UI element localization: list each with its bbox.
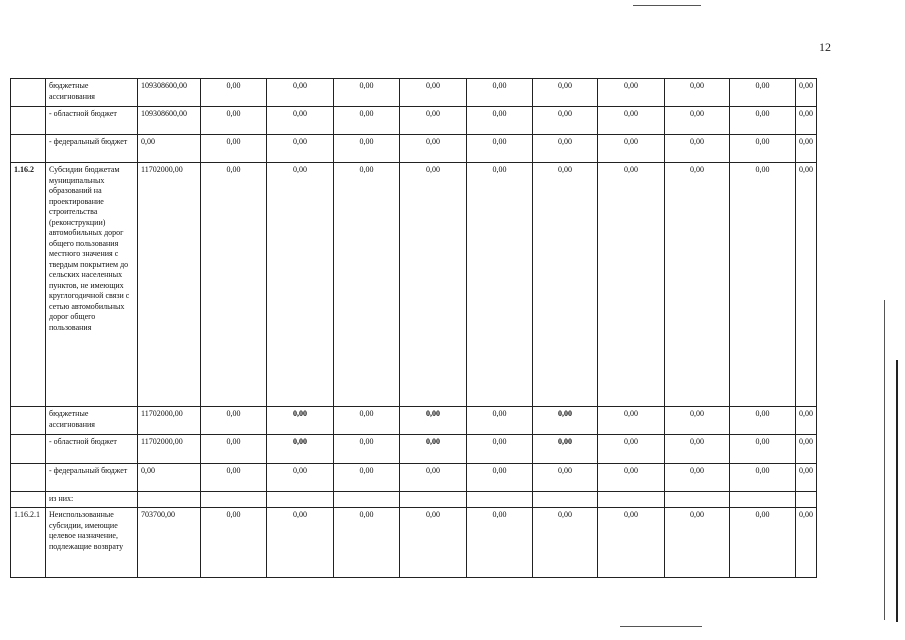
value-cell: 0,00 [730,435,796,464]
row-description: - областной бюджет [46,435,138,464]
row-description: из них: [46,492,138,508]
row-code [11,435,46,464]
value-cell: 0,00 [665,135,730,163]
value-cell: 0,00 [467,435,533,464]
row-total [138,492,201,508]
value-cell [533,492,598,508]
row-code [11,107,46,135]
value-cell: 0,00 [598,464,665,492]
value-cell: 0,00 [598,79,665,107]
value-cell: 0,00 [796,464,817,492]
value-cell: 0,00 [467,163,533,407]
table-row [11,492,817,508]
value-cell: 0,00 [665,79,730,107]
value-cell: 0,00 [267,79,334,107]
value-cell: 0,00 [730,107,796,135]
value-cell: 0,00 [467,135,533,163]
value-cell: 0,00 [467,508,533,578]
row-code [11,464,46,492]
value-cell [467,492,533,508]
value-cell: 0,00 [796,407,817,435]
row-total: 11702000,00 [138,163,201,407]
value-cell: 0,00 [201,508,267,578]
value-cell: 0,00 [665,163,730,407]
value-cell [796,492,817,508]
value-cell: 0,00 [400,163,467,407]
value-cell: 0,00 [665,508,730,578]
value-cell: 0,00 [400,464,467,492]
value-cell: 0,00 [334,464,400,492]
value-cell: 0,00 [201,435,267,464]
value-cell: 0,00 [665,435,730,464]
value-cell [400,492,467,508]
value-cell: 0,00 [796,79,817,107]
value-cell: 0,00 [533,79,598,107]
budget-table [10,78,817,578]
value-cell: 0,00 [730,407,796,435]
table-row [11,508,817,578]
row-total: 109308600,00 [138,107,201,135]
table-row [11,163,817,407]
value-cell: 0,00 [334,508,400,578]
value-cell: 0,00 [334,107,400,135]
value-cell: 0,00 [201,79,267,107]
value-cell: 0,00 [598,508,665,578]
value-cell: 0,00 [533,435,598,464]
value-cell: 0,00 [201,135,267,163]
row-code [11,492,46,508]
row-code: 1.16.2 [11,163,46,407]
value-cell: 0,00 [533,464,598,492]
value-cell: 0,00 [400,79,467,107]
value-cell: 0,00 [467,107,533,135]
scan-mark-bottom [620,626,702,627]
value-cell: 0,00 [533,163,598,407]
row-total: 0,00 [138,135,201,163]
value-cell: 0,00 [267,135,334,163]
value-cell: 0,00 [796,163,817,407]
value-cell: 0,00 [201,464,267,492]
value-cell: 0,00 [665,464,730,492]
row-description: бюджетные ассигнования [46,407,138,435]
value-cell: 0,00 [796,435,817,464]
scan-edge-right-2 [896,360,898,622]
table-row [11,135,817,163]
value-cell: 0,00 [267,163,334,407]
row-description: Неиспользованные субсидии, имеющие целевое назначение, подлежащие возврату [46,508,138,578]
value-cell: 0,00 [201,107,267,135]
value-cell: 0,00 [467,79,533,107]
value-cell: 0,00 [730,135,796,163]
value-cell: 0,00 [598,435,665,464]
table-row [11,464,817,492]
row-description: Субсидии бюджетам муниципальных образований на проектирование строительства (реконструкции) автомобильных дорог общего пользования местного значения с твердым покрытием до сельских населенных пунктов, не имеющих круглогодичной связи с сетью автомобильных дорог общего пользования [46,163,138,407]
row-description: - областной бюджет [46,107,138,135]
row-total: 109308600,00 [138,79,201,107]
value-cell [598,492,665,508]
value-cell: 0,00 [730,464,796,492]
value-cell: 0,00 [400,508,467,578]
row-code [11,135,46,163]
value-cell: 0,00 [467,464,533,492]
value-cell: 0,00 [533,107,598,135]
value-cell: 0,00 [533,508,598,578]
value-cell: 0,00 [730,79,796,107]
row-code [11,79,46,107]
value-cell: 0,00 [267,464,334,492]
value-cell: 0,00 [201,163,267,407]
value-cell: 0,00 [796,135,817,163]
value-cell: 0,00 [267,435,334,464]
row-total: 11702000,00 [138,407,201,435]
value-cell: 0,00 [400,107,467,135]
value-cell: 0,00 [598,135,665,163]
value-cell: 0,00 [598,163,665,407]
value-cell: 0,00 [730,508,796,578]
table-row [11,407,817,435]
table-row [11,79,817,107]
value-cell [730,492,796,508]
value-cell: 0,00 [598,107,665,135]
value-cell: 0,00 [267,407,334,435]
row-description: бюджетные ассигнования [46,79,138,107]
value-cell: 0,00 [796,107,817,135]
value-cell [267,492,334,508]
scan-mark-top [633,5,701,6]
value-cell: 0,00 [533,135,598,163]
value-cell: 0,00 [334,135,400,163]
value-cell: 0,00 [467,407,533,435]
value-cell: 0,00 [334,163,400,407]
value-cell: 0,00 [796,508,817,578]
value-cell [334,492,400,508]
value-cell: 0,00 [400,435,467,464]
page-number: 12 [819,40,831,54]
row-code [11,407,46,435]
row-description: - федеральный бюджет [46,135,138,163]
scan-edge-right-1 [884,300,885,620]
value-cell: 0,00 [598,407,665,435]
value-cell: 0,00 [334,435,400,464]
value-cell: 0,00 [730,163,796,407]
value-cell: 0,00 [665,407,730,435]
value-cell: 0,00 [201,407,267,435]
table-row [11,107,817,135]
row-total: 11702000,00 [138,435,201,464]
value-cell: 0,00 [267,508,334,578]
row-total: 0,00 [138,464,201,492]
value-cell: 0,00 [400,135,467,163]
value-cell [665,492,730,508]
value-cell: 0,00 [267,107,334,135]
value-cell: 0,00 [334,407,400,435]
row-code: 1.16.2.1 [11,508,46,578]
value-cell: 0,00 [334,79,400,107]
value-cell [201,492,267,508]
row-total: 703700,00 [138,508,201,578]
row-description: - федеральный бюджет [46,464,138,492]
table-row [11,435,817,464]
value-cell: 0,00 [400,407,467,435]
value-cell: 0,00 [533,407,598,435]
value-cell: 0,00 [665,107,730,135]
